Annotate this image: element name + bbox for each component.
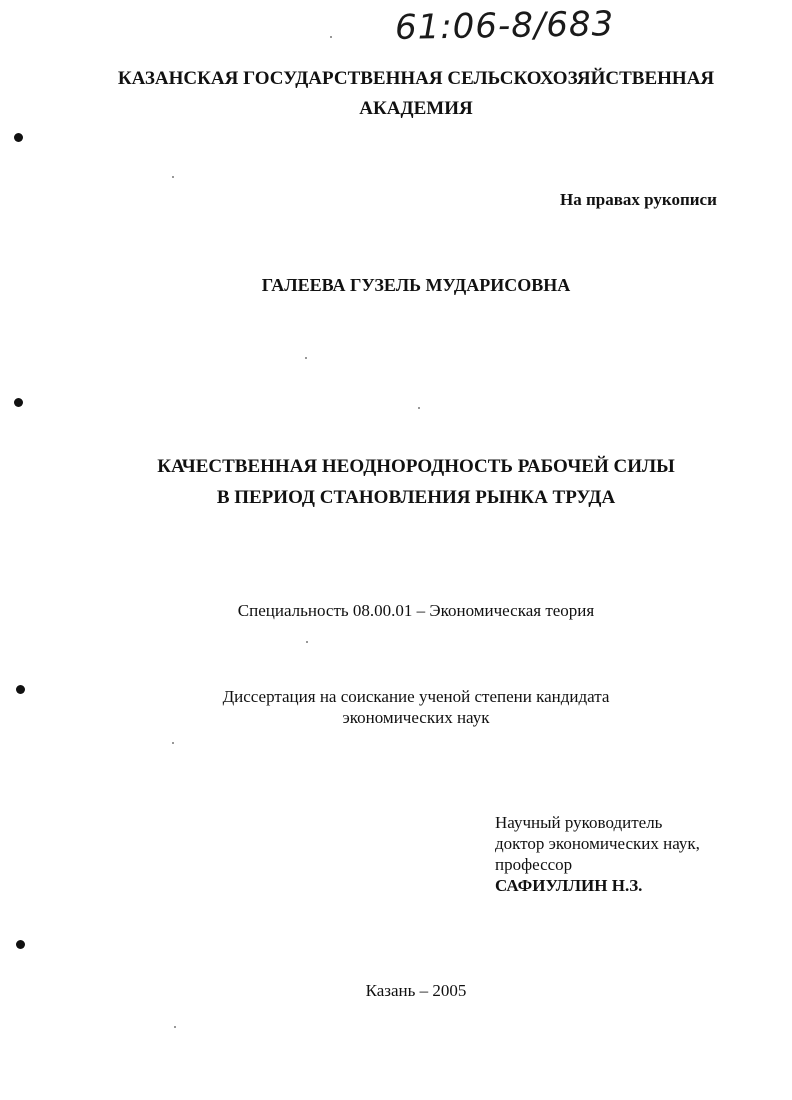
handwritten-archive-mark: 61:06-8/683	[394, 4, 615, 48]
scan-speck	[174, 1026, 176, 1028]
institution-line-2: АКАДЕМИЯ	[359, 98, 473, 119]
supervisor-name: САФИУЛЛИН Н.З.	[495, 876, 643, 895]
scan-speck	[418, 407, 420, 409]
thesis-title-line-1: КАЧЕСТВЕННАЯ НЕОДНОРОДНОСТЬ РАБОЧЕЙ СИЛЫ	[157, 456, 675, 477]
institution-name	[20, 64, 792, 124]
supervisor-degree: доктор экономических наук,	[495, 834, 700, 853]
manuscript-rights-note: На правах рукописи	[560, 190, 717, 209]
scan-speck	[305, 357, 307, 359]
scan-speck	[172, 742, 174, 744]
supervisor-rank: профессор	[495, 855, 573, 874]
supervisor-role: Научный руководитель	[495, 813, 663, 832]
punch-hole-mark	[14, 398, 23, 407]
thesis-title	[20, 451, 792, 513]
city-and-year: Казань – 2005	[365, 981, 467, 1000]
punch-hole-mark	[16, 685, 25, 694]
thesis-title-line-2: В ПЕРИОД СТАНОВЛЕНИЯ РЫНКА ТРУДА	[216, 487, 616, 508]
degree-line-2: экономических наук	[342, 708, 490, 727]
author-name: ГАЛЕЕВА ГУЗЕЛЬ МУДАРИСОВНА	[261, 275, 571, 295]
scan-speck	[306, 641, 308, 643]
degree-statement	[20, 686, 792, 728]
scan-speck	[172, 176, 174, 178]
punch-hole-mark	[14, 133, 23, 142]
scan-speck	[330, 36, 332, 38]
degree-line-1: Диссертация на соискание ученой степени кандидата	[222, 687, 610, 706]
supervisor-block	[495, 812, 700, 896]
specialty: Специальность 08.00.01 – Экономическая теория	[237, 601, 595, 620]
institution-line-1: КАЗАНСКАЯ ГОСУДАРСТВЕННАЯ СЕЛЬСКОХОЗЯЙСТВЕННАЯ	[117, 68, 715, 89]
punch-hole-mark	[16, 940, 25, 949]
